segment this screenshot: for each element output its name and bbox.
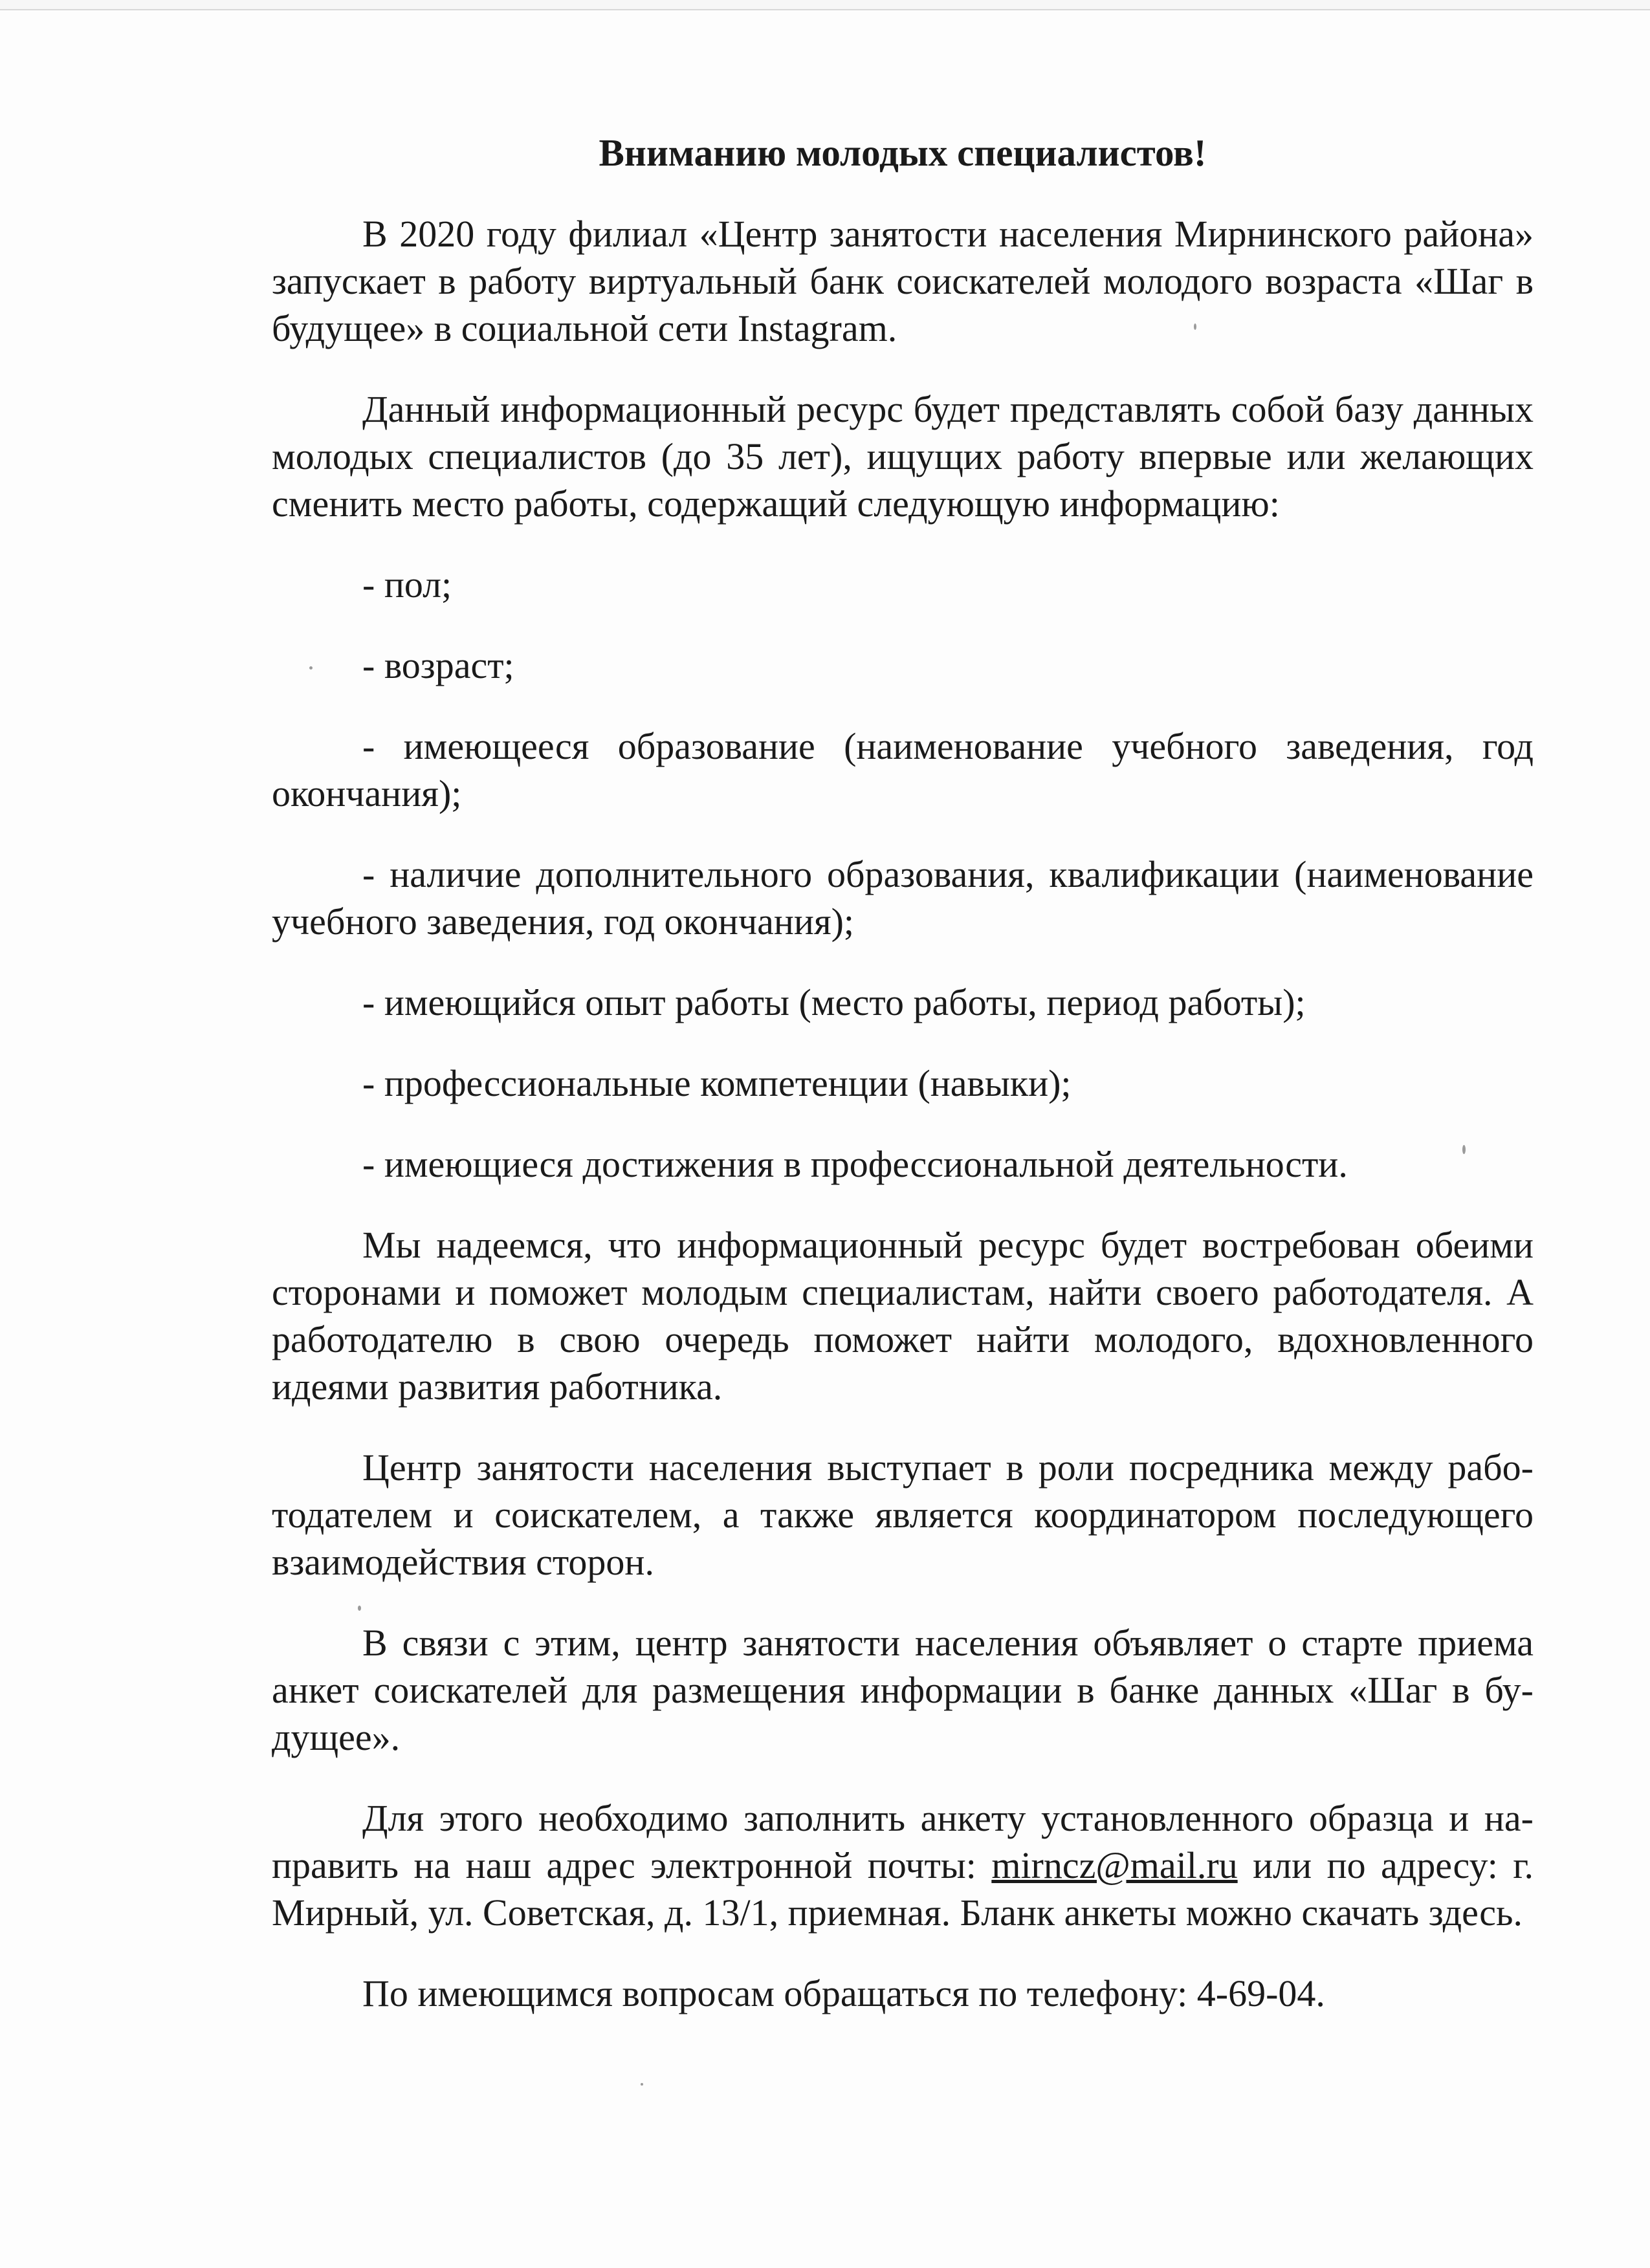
list-item-education: - имеющееся образование (наименование учебного заведения, год окончания);: [272, 725, 1534, 814]
intro-paragraph: В 2020 году филиал «Центр занятости населения Мирнинского района» запускает в работу виртуальный банк соискателей молодого возраста «Шаг в будущее» в социальной сети Instagram.: [272, 213, 1534, 349]
scan-speck: [1194, 323, 1196, 330]
role-paragraph: Центр занятости населения выступает в роли посредника между работодателем и соискателем, а также является координатором последующего взаимодействия сторон.: [272, 1446, 1534, 1583]
description-paragraph: Данный информационный ресурс будет представлять собой базу данных молодых специалистов (до 35 лет), ищущих работу впервые или желающих сменить место работы, содержащий следующую информацию:: [272, 388, 1534, 525]
document-body: [272, 129, 1534, 2017]
hope-paragraph: Мы надеемся, что информационный ресурс будет востребован обеими сторонами и поможет молодым специалистам, найти своего работодателя. А работодателю в свою очередь поможет найти молодого, вдохновленного идеями развития работника.: [272, 1224, 1534, 1408]
email-link[interactable]: mirncz@mail.ru: [991, 1844, 1238, 1886]
start-paragraph: В связи с этим, центр занятости населения объявляет о старте приема анкет соискателей для размещения информации в банке данных «Шаг в будущее».: [272, 1622, 1534, 1758]
list-item-age: - возраст;: [362, 644, 514, 686]
instructions-text-before: Для этого необходимо заполнить анкету установленного образца и направить на наш адрес электронной почты:: [272, 1797, 1534, 1886]
page-top-edge: [0, 0, 1650, 10]
scan-speck: [309, 666, 313, 670]
document-title: Вниманию молодых специалистов!: [599, 131, 1207, 174]
scan-speck: [358, 1606, 361, 1611]
list-item-experience: - имеющийся опыт работы (место работы, период работы);: [362, 981, 1306, 1023]
instructions-text-after: или по адресу: г. Мирный, ул. Советская, д. 13/1, приемная. Бланк анкеты можно скачать здесь.: [272, 1844, 1534, 1934]
list-item-additional-education: - наличие дополнительного образования, квалификации (наименование учебного заведения, год окончания);: [272, 853, 1534, 943]
list-item-achievements: - имеющиеся достижения в профессиональной деятельности.: [362, 1143, 1348, 1185]
list-item-gender: - пол;: [362, 563, 452, 605]
list-item-competencies: - профессиональные компетенции (навыки);: [362, 1062, 1072, 1104]
instructions-paragraph: [272, 1794, 1534, 1936]
contact-paragraph: По имеющимся вопросам обращаться по телефону: 4-69-04.: [362, 1972, 1325, 2014]
scan-speck: [1462, 1145, 1466, 1154]
scan-speck: [641, 2083, 643, 2086]
